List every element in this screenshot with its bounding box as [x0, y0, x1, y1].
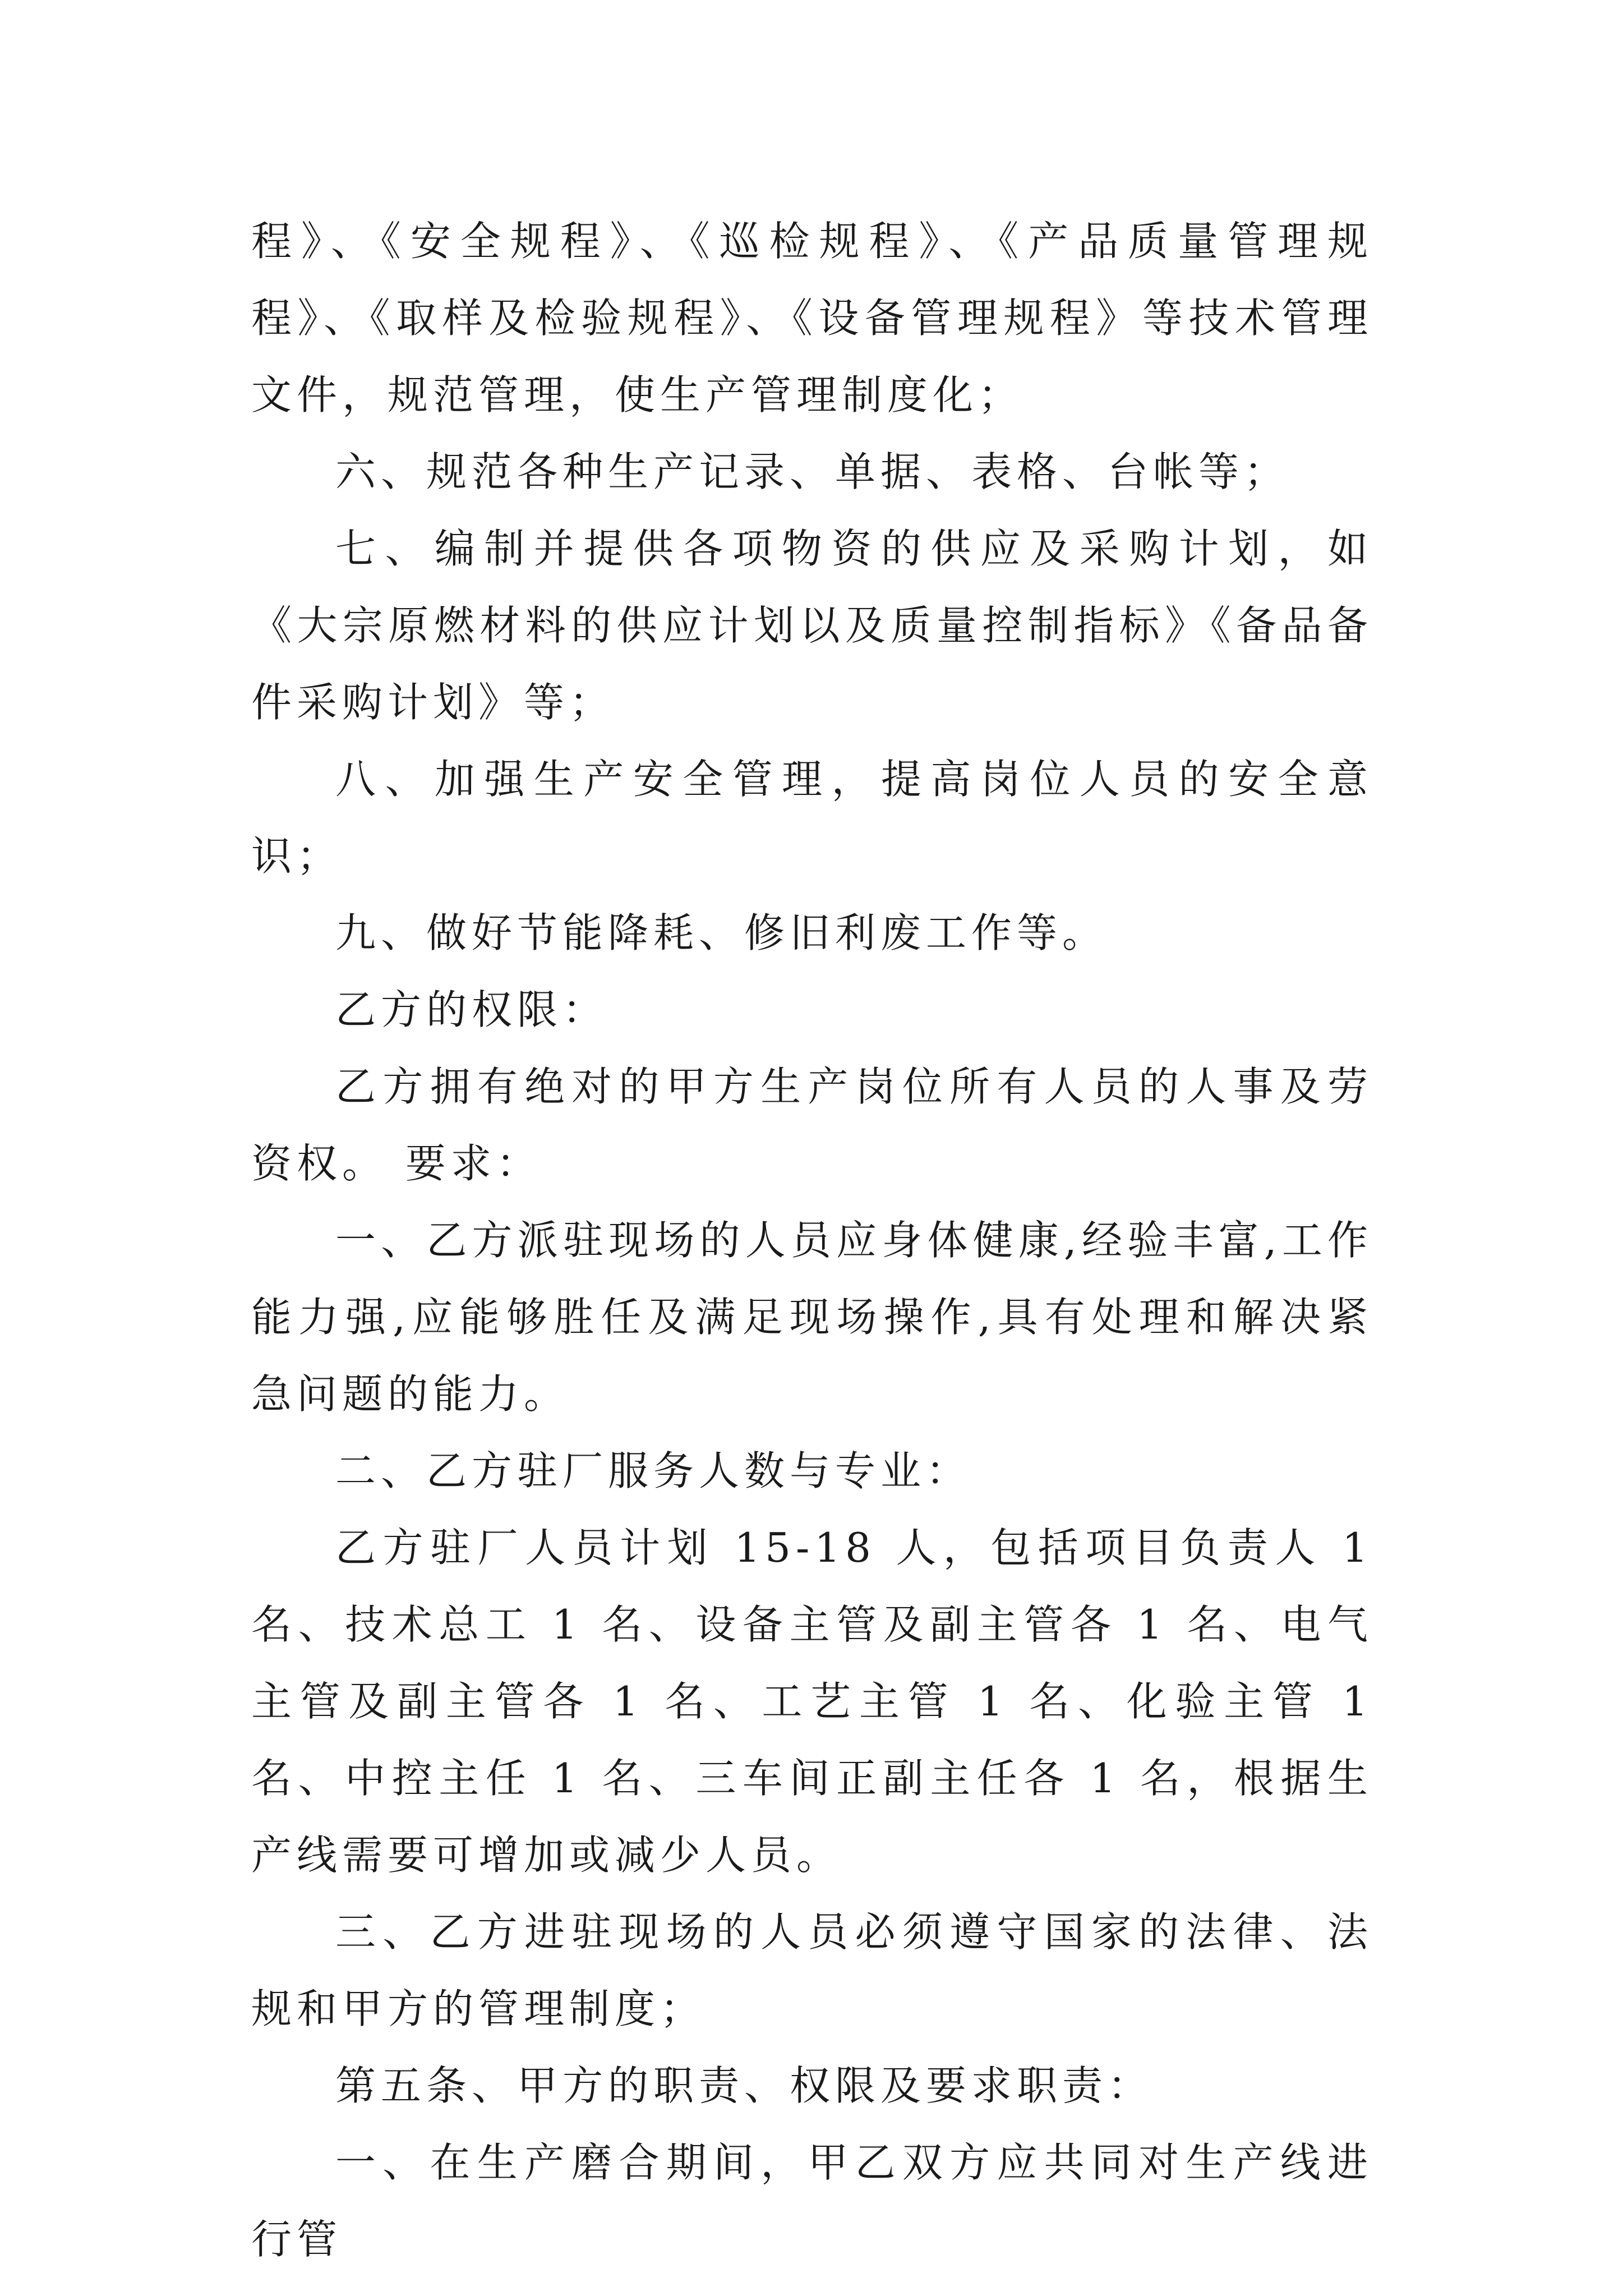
paragraph: 八、加强生产安全管理，提高岗位人员的安全意识； — [251, 756, 1373, 880]
paragraph: 一、在生产磨合期间，甲乙双方应共同对生产线进行管 — [251, 2139, 1373, 2263]
paragraph: 乙方拥有绝对的甲方生产岗位所有人员的人事及劳资权。 要求： — [251, 1063, 1373, 1187]
paragraph: 三、乙方进驻现场的人员必须遵守国家的法律、法规和甲方的管理制度； — [251, 1908, 1373, 2032]
document-body — [251, 203, 1373, 2278]
paragraph: 乙方驻厂人员计划 15-18 人，包括项目负责人 1 名、技术总工 1 名、设备主管及副主管各 1 名、电气主管及副主管各 1 名、工艺主管 1 名、化验主管 1 名、中控主任 1 名、三车间正副主任各 1 名，根据生产线需要可增加或减少人员。 — [251, 1524, 1373, 1879]
paragraph: 九、做好节能降耗、修旧利废工作等。 — [335, 909, 1108, 956]
paragraph: 六、规范各种生产记录、单据、表格、台帐等； — [335, 448, 1290, 495]
paragraph: 程》、《安全规程》、《巡检规程》、《产品质量管理规程》、《取样及检验规程》、《设备管理规程》等技术管理文件，规范管理，使生产管理制度化； — [251, 218, 1373, 418]
section-heading: 乙方的权限： — [335, 986, 608, 1033]
paragraph: 七、编制并提供各项物资的供应及采购计划，如《大宗原燃材料的供应计划以及质量控制指标》《备品备件采购计划》等； — [251, 525, 1373, 726]
paragraph: 一、乙方派驻现场的人员应身体健康,经验丰富,工作能力强,应能够胜任及满足现场操作,具有处理和解决紧急问题的能力。 — [251, 1217, 1373, 1418]
section-heading: 第五条、甲方的职责、权限及要求职责： — [335, 2062, 1154, 2109]
paragraph: 二、乙方驻厂服务人数与专业： — [335, 1447, 972, 1494]
